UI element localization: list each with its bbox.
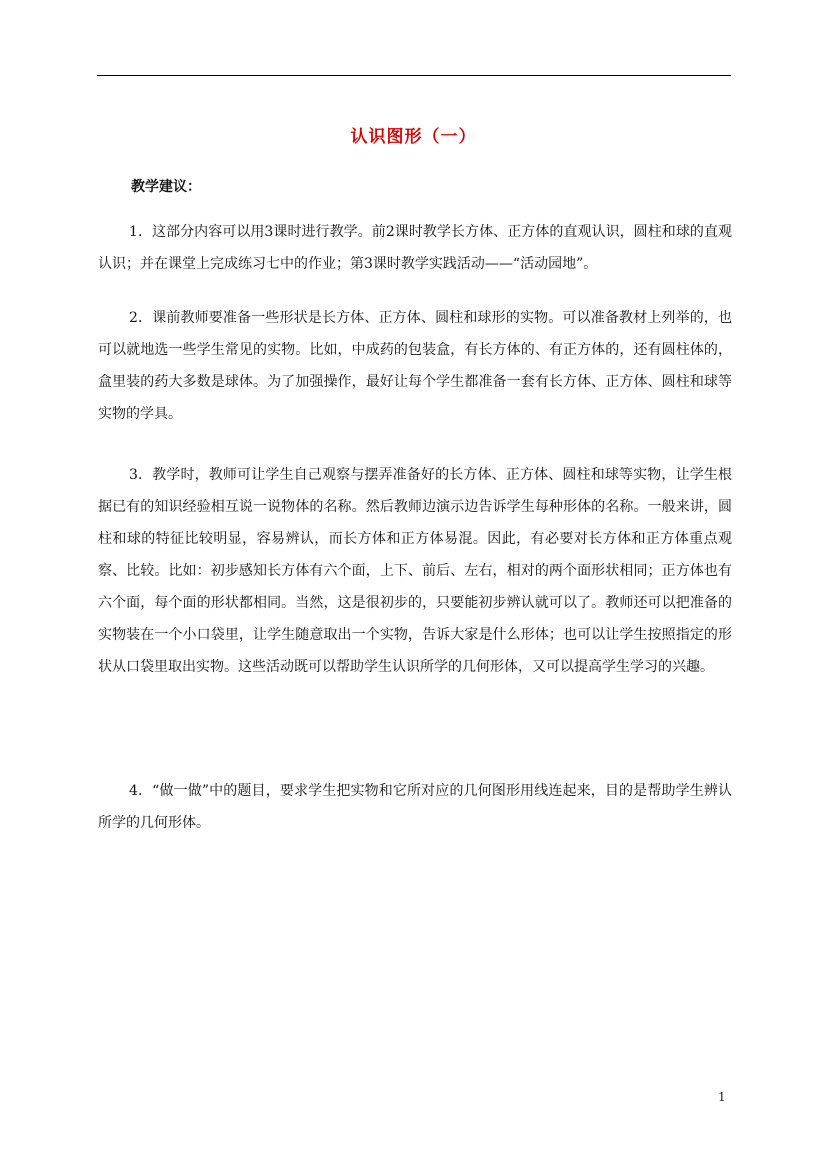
page-number: 1 <box>718 1090 726 1104</box>
paragraph-3: 3．教学时，教师可让学生自己观察与摆弄准备好的长方体、正方体、圆柱和球等实物，让学生根据已有的知识经验相互说一说物体的名称。然后教师边演示边告诉学生每种形体的名称。一般来讲，圆柱和球的特征比较明显，容易辨认，而长方体和正方体易混。因此，有必要对长方体和正方体重点观察、比较。比如：初步感知长方体有六个面，上下、前后、左右，相对的两个面形状相同；正方体也有六个面，每个面的形状都相同。当然，这是很初步的，只要能初步辨认就可以了。教师还可以把准备的实物装在一个小口袋里，让学生随意取出一个实物，告诉大家是什么形体；也可以让学生按照指定的形状从口袋里取出实物。这些活动既可以帮助学生认识所学的几何形体，又可以提高学生学习的兴趣。 <box>98 467 732 675</box>
section-label: 教学建议： <box>131 179 201 195</box>
header-rule <box>97 75 731 76</box>
paragraph-1: 1．这部分内容可以用3课时进行教学。前2课时教学长方体、正方体的直观认识，圆柱和球的直观认识；并在课堂上完成练习七中的作业；第3课时教学实践活动——“活动园地”。 <box>98 224 732 272</box>
page-title: 认识图形（一） <box>350 127 477 147</box>
paragraph-4: 4．“做一做”中的题目，要求学生把实物和它所对应的几何图形用线连起来，目的是帮助学生辨认所学的几何形体。 <box>98 783 732 831</box>
paragraph-2: 2．课前教师要准备一些形状是长方体、正方体、圆柱和球形的实物。可以准备教材上列举的，也可以就地选一些学生常见的实物。比如，中成药的包装盒，有长方体的、有正方体的，还有圆柱体的，盒里装的药大多数是球体。为了加强操作，最好让每个学生都准备一套有长方体、正方体、圆柱和球等实物的学具。 <box>98 310 732 422</box>
